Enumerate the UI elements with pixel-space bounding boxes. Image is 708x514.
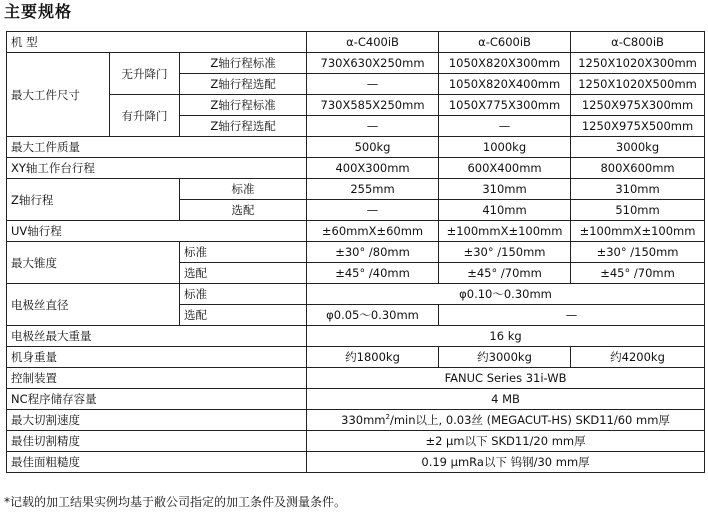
cell-value: ±2 μm以下 SKD11/20 mm厚 bbox=[307, 431, 705, 452]
cell-value: 约4200kg bbox=[571, 347, 705, 368]
footnote: *记载的加工结果实例均基于敝公司指定的加工条件及测量条件。 bbox=[4, 495, 347, 509]
speed-value-post: /min以上, 0.03丝 (MEGACUT-HS) SKD11/60 mm厚 bbox=[389, 413, 670, 427]
table-row bbox=[7, 368, 705, 389]
cell-value: 1050X775X300mm bbox=[439, 95, 571, 116]
cell-value: φ0.10～0.30mm bbox=[307, 284, 705, 305]
sub-label: 标准 bbox=[180, 179, 307, 200]
table-row bbox=[7, 389, 705, 410]
table-row bbox=[7, 347, 705, 368]
table-row bbox=[7, 53, 705, 74]
cell-value: 约1800kg bbox=[307, 347, 439, 368]
model-header: α-C800iB bbox=[571, 32, 705, 53]
row-label: 最大工件质量 bbox=[7, 137, 307, 158]
model-header: α-C600iB bbox=[439, 32, 571, 53]
model-header: α-C400iB bbox=[307, 32, 439, 53]
cell-value: ±60mmX±60mm bbox=[307, 221, 439, 242]
row-label: 最大切割速度 bbox=[7, 410, 307, 431]
cell-value bbox=[307, 410, 705, 431]
table-row bbox=[7, 95, 705, 116]
row-label: 控制装置 bbox=[7, 368, 307, 389]
speed-value-pre: 330mm bbox=[341, 413, 386, 427]
cell-value: — bbox=[439, 116, 571, 137]
cell-value: 730X585X250mm bbox=[307, 95, 439, 116]
table-row bbox=[7, 452, 705, 473]
row-label: XY轴工作台行程 bbox=[7, 158, 307, 179]
cell-value: 410mm bbox=[439, 200, 571, 221]
table-row bbox=[7, 158, 705, 179]
cell-value: ±45° /40mm bbox=[307, 263, 439, 284]
row-label: 机身重量 bbox=[7, 347, 307, 368]
speed-value-sup: 2 bbox=[385, 413, 390, 422]
cell-value: ±100mmX±100mm bbox=[571, 221, 705, 242]
cell-value: 4 MB bbox=[307, 389, 705, 410]
cell-value: 500kg bbox=[307, 137, 439, 158]
cell-value: 800X600mm bbox=[571, 158, 705, 179]
spec-table bbox=[6, 31, 705, 473]
cell-value: — bbox=[307, 200, 439, 221]
cell-value: 1050X820X300mm bbox=[439, 53, 571, 74]
sub-label: 无升降门 bbox=[110, 53, 180, 95]
table-row bbox=[7, 284, 705, 305]
row-label: NC程序储存容量 bbox=[7, 389, 307, 410]
row-label: 电极丝最大重量 bbox=[7, 326, 307, 347]
sub-label: Z轴行程标准 bbox=[180, 95, 307, 116]
sub-label: 标准 bbox=[180, 284, 307, 305]
cell-value: 510mm bbox=[571, 200, 705, 221]
cell-value: 1250X1020X300mm bbox=[571, 53, 705, 74]
cell-value: 3000kg bbox=[571, 137, 705, 158]
table-row bbox=[7, 431, 705, 452]
cell-value: 730X630X250mm bbox=[307, 53, 439, 74]
page-title: 主要规格 bbox=[4, 2, 73, 21]
row-label: 最大锥度 bbox=[7, 242, 180, 284]
sub-label: Z轴行程选配 bbox=[180, 74, 307, 95]
cell-value: ±30° /80mm bbox=[307, 242, 439, 263]
model-label: 机 型 bbox=[7, 32, 307, 53]
cell-value: 1000kg bbox=[439, 137, 571, 158]
cell-value: 约3000kg bbox=[439, 347, 571, 368]
table-row bbox=[7, 137, 705, 158]
cell-value: 400X300mm bbox=[307, 158, 439, 179]
row-label: 最佳面粗糙度 bbox=[7, 452, 307, 473]
cell-value: 255mm bbox=[307, 179, 439, 200]
cell-value: 600X400mm bbox=[439, 158, 571, 179]
cell-value: φ0.05～0.30mm bbox=[307, 305, 439, 326]
sub-label: 有升降门 bbox=[110, 95, 180, 137]
cell-value: 1250X1020X500mm bbox=[571, 74, 705, 95]
cell-value: FANUC Series 31i-WB bbox=[307, 368, 705, 389]
table-row bbox=[7, 326, 705, 347]
table-row bbox=[7, 221, 705, 242]
cell-value: ±45° /70mm bbox=[439, 263, 571, 284]
row-label: UV轴行程 bbox=[7, 221, 307, 242]
cell-value: 1250X975X300mm bbox=[571, 95, 705, 116]
table-row bbox=[7, 242, 705, 263]
sub-label: 选配 bbox=[180, 263, 307, 284]
cell-value: 310mm bbox=[571, 179, 705, 200]
cell-value: — bbox=[307, 74, 439, 95]
row-label: Z轴行程 bbox=[7, 179, 180, 221]
cell-value: ±30° /150mm bbox=[571, 242, 705, 263]
cell-value: 0.19 μmRa以下 钨钢/30 mm厚 bbox=[307, 452, 705, 473]
table-row bbox=[7, 179, 705, 200]
cell-value: 1050X820X400mm bbox=[439, 74, 571, 95]
sub-label: 标准 bbox=[180, 242, 307, 263]
cell-value: — bbox=[307, 116, 439, 137]
row-label: 最大工件尺寸 bbox=[7, 53, 110, 137]
cell-value: 1250X975X500mm bbox=[571, 116, 705, 137]
table-row bbox=[7, 410, 705, 431]
sub-label: 选配 bbox=[180, 305, 307, 326]
table-row bbox=[7, 32, 705, 53]
sub-label: Z轴行程标准 bbox=[180, 53, 307, 74]
cell-value: 16 kg bbox=[307, 326, 705, 347]
cell-value: 310mm bbox=[439, 179, 571, 200]
sub-label: 选配 bbox=[180, 200, 307, 221]
row-label: 电极丝直径 bbox=[7, 284, 180, 326]
sub-label: Z轴行程选配 bbox=[180, 116, 307, 137]
row-label: 最佳切割精度 bbox=[7, 431, 307, 452]
cell-value: ±100mmX±100mm bbox=[439, 221, 571, 242]
cell-value: — bbox=[439, 305, 705, 326]
cell-value: ±30° /150mm bbox=[439, 242, 571, 263]
cell-value: ±45° /70mm bbox=[571, 263, 705, 284]
